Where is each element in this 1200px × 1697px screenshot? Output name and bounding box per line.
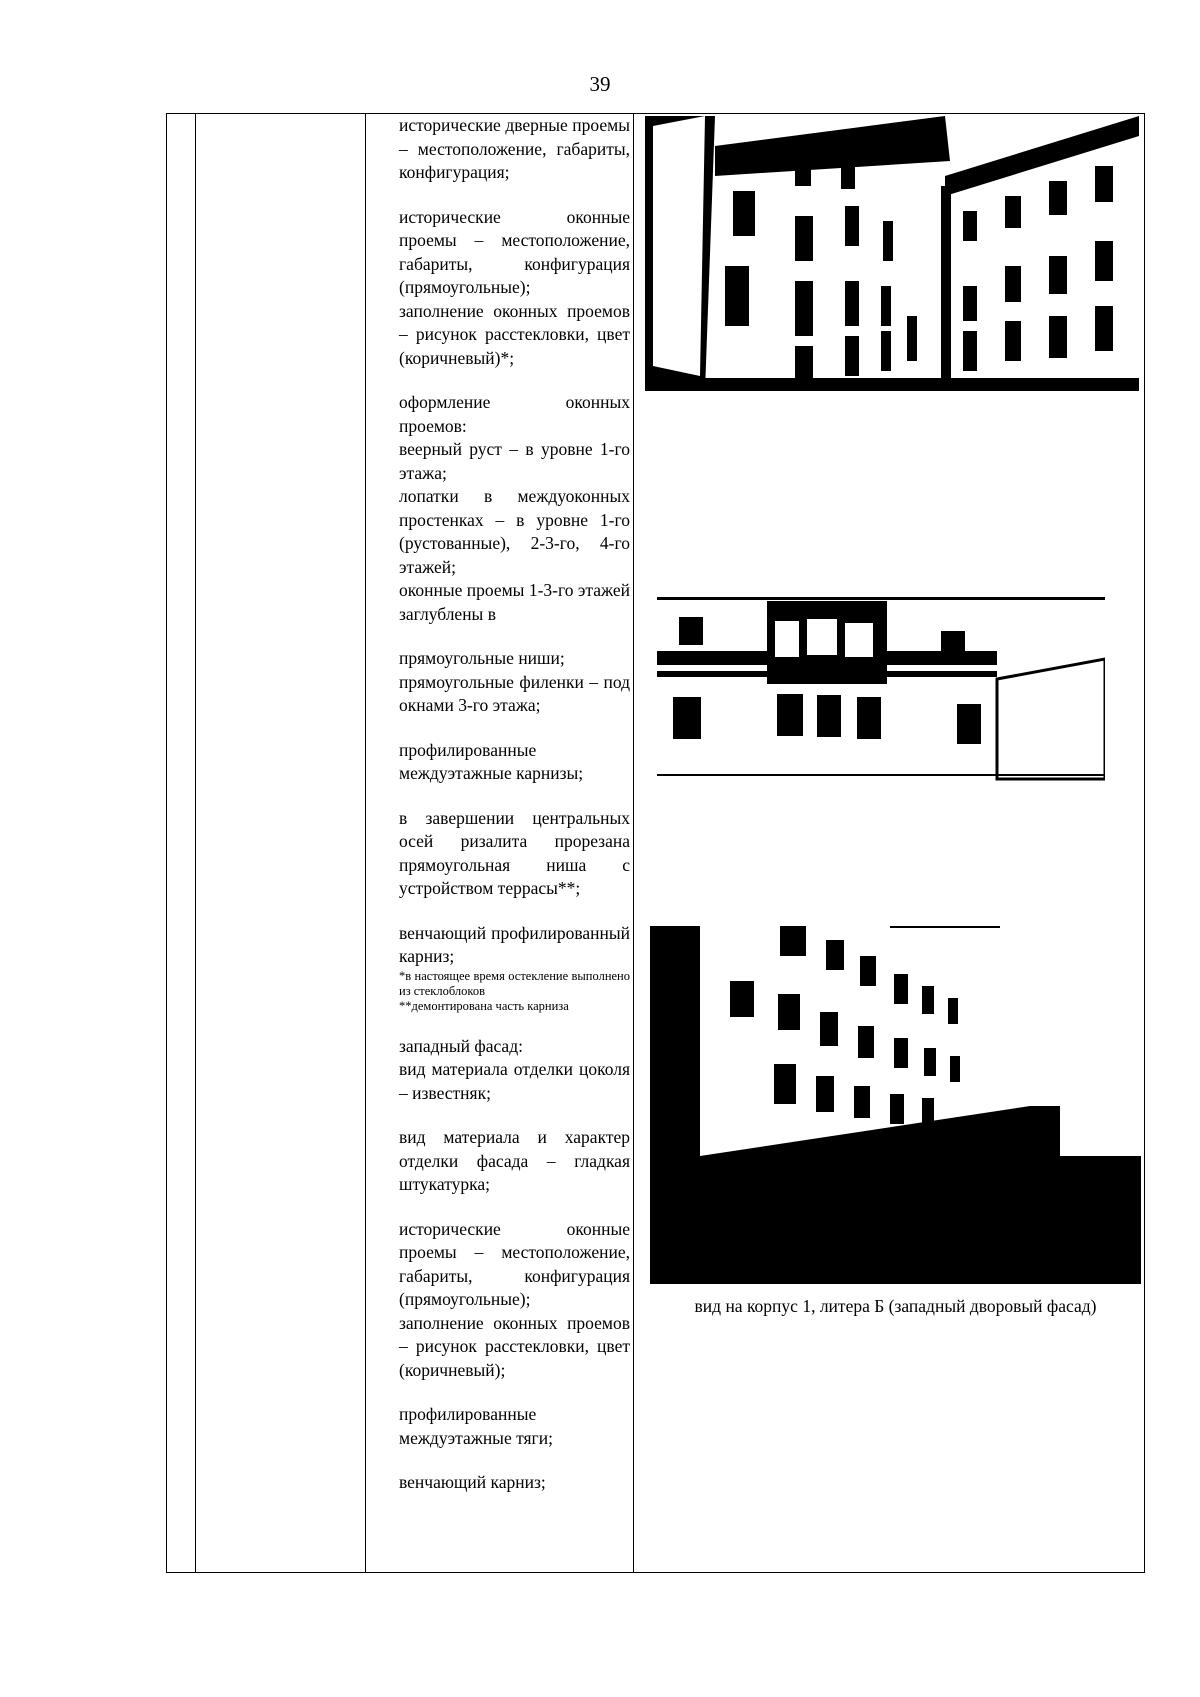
table-divider <box>195 114 196 1572</box>
description-paragraph: лопатки в междуоконных простенках – в уровне 1-го (рустованные), 2-3-го, 4-го этажей; <box>399 486 630 577</box>
description-paragraph: исторические дверные проемы – местоположение, габариты, конфигурация; <box>399 115 630 182</box>
photo-caption: вид на корпус 1, литера Б (западный дворовый фасад) <box>694 1296 1097 1316</box>
description-paragraph: профилированные междуэтажные карнизы; <box>399 739 584 783</box>
terrace-facade-photo <box>657 589 1105 789</box>
description-paragraph: прямоугольные ниши; <box>399 648 565 668</box>
description-paragraph: в завершении центральных осей ризалита прорезана прямоугольная ниша с устройством террасы**; <box>399 807 630 898</box>
description-paragraph: оконные проемы 1-3-го этажей заглублены в <box>399 580 630 624</box>
document-table <box>166 113 1145 1573</box>
description-paragraph: прямоугольные филенки – под окнами 3-го этажа; <box>399 671 630 715</box>
page-number: 39 <box>589 72 611 96</box>
description-paragraph: *в настоящее время остекление выполнено из стеклоблоков <box>399 968 630 998</box>
description-paragraph: заполнение оконных проемов – рисунок расстекловки, цвет (коричневый); <box>399 1312 630 1380</box>
description-paragraph: оформление оконных проемов: <box>399 392 630 436</box>
description-paragraph: исторические оконные проемы – местоположение, габариты, конфигурация (прямоугольные); <box>399 1218 630 1309</box>
description-column <box>389 114 630 1572</box>
description-paragraph: вид материала и характер отделки фасада – гладкая штукатурка; <box>399 1127 630 1194</box>
description-paragraph: профилированные междуэтажные тяги; <box>399 1404 553 1448</box>
table-divider <box>365 114 366 1572</box>
west-courtyard-facade-photo <box>650 926 1141 1284</box>
description-paragraph: заполнение оконных проемов – рисунок расстекловки, цвет (коричневый)*; <box>399 300 630 368</box>
description-paragraph: веерный руст – в уровне 1-го этажа; <box>399 439 630 483</box>
description-paragraph: венчающий карниз; <box>399 1472 546 1492</box>
description-paragraph: **демонтирована часть карниза <box>399 998 569 1013</box>
description-paragraph: западный фасад: <box>399 1035 523 1056</box>
description-paragraph: венчающий профилированный карниз; <box>399 922 630 966</box>
courtyard-corner-photo <box>645 116 1139 391</box>
table-divider <box>633 114 634 1572</box>
description-paragraph: исторические оконные проемы – местоположение, габариты, конфигурация (прямоугольные); <box>399 206 630 297</box>
description-paragraph: вид материала отделки цоколя – известняк; <box>399 1059 630 1103</box>
